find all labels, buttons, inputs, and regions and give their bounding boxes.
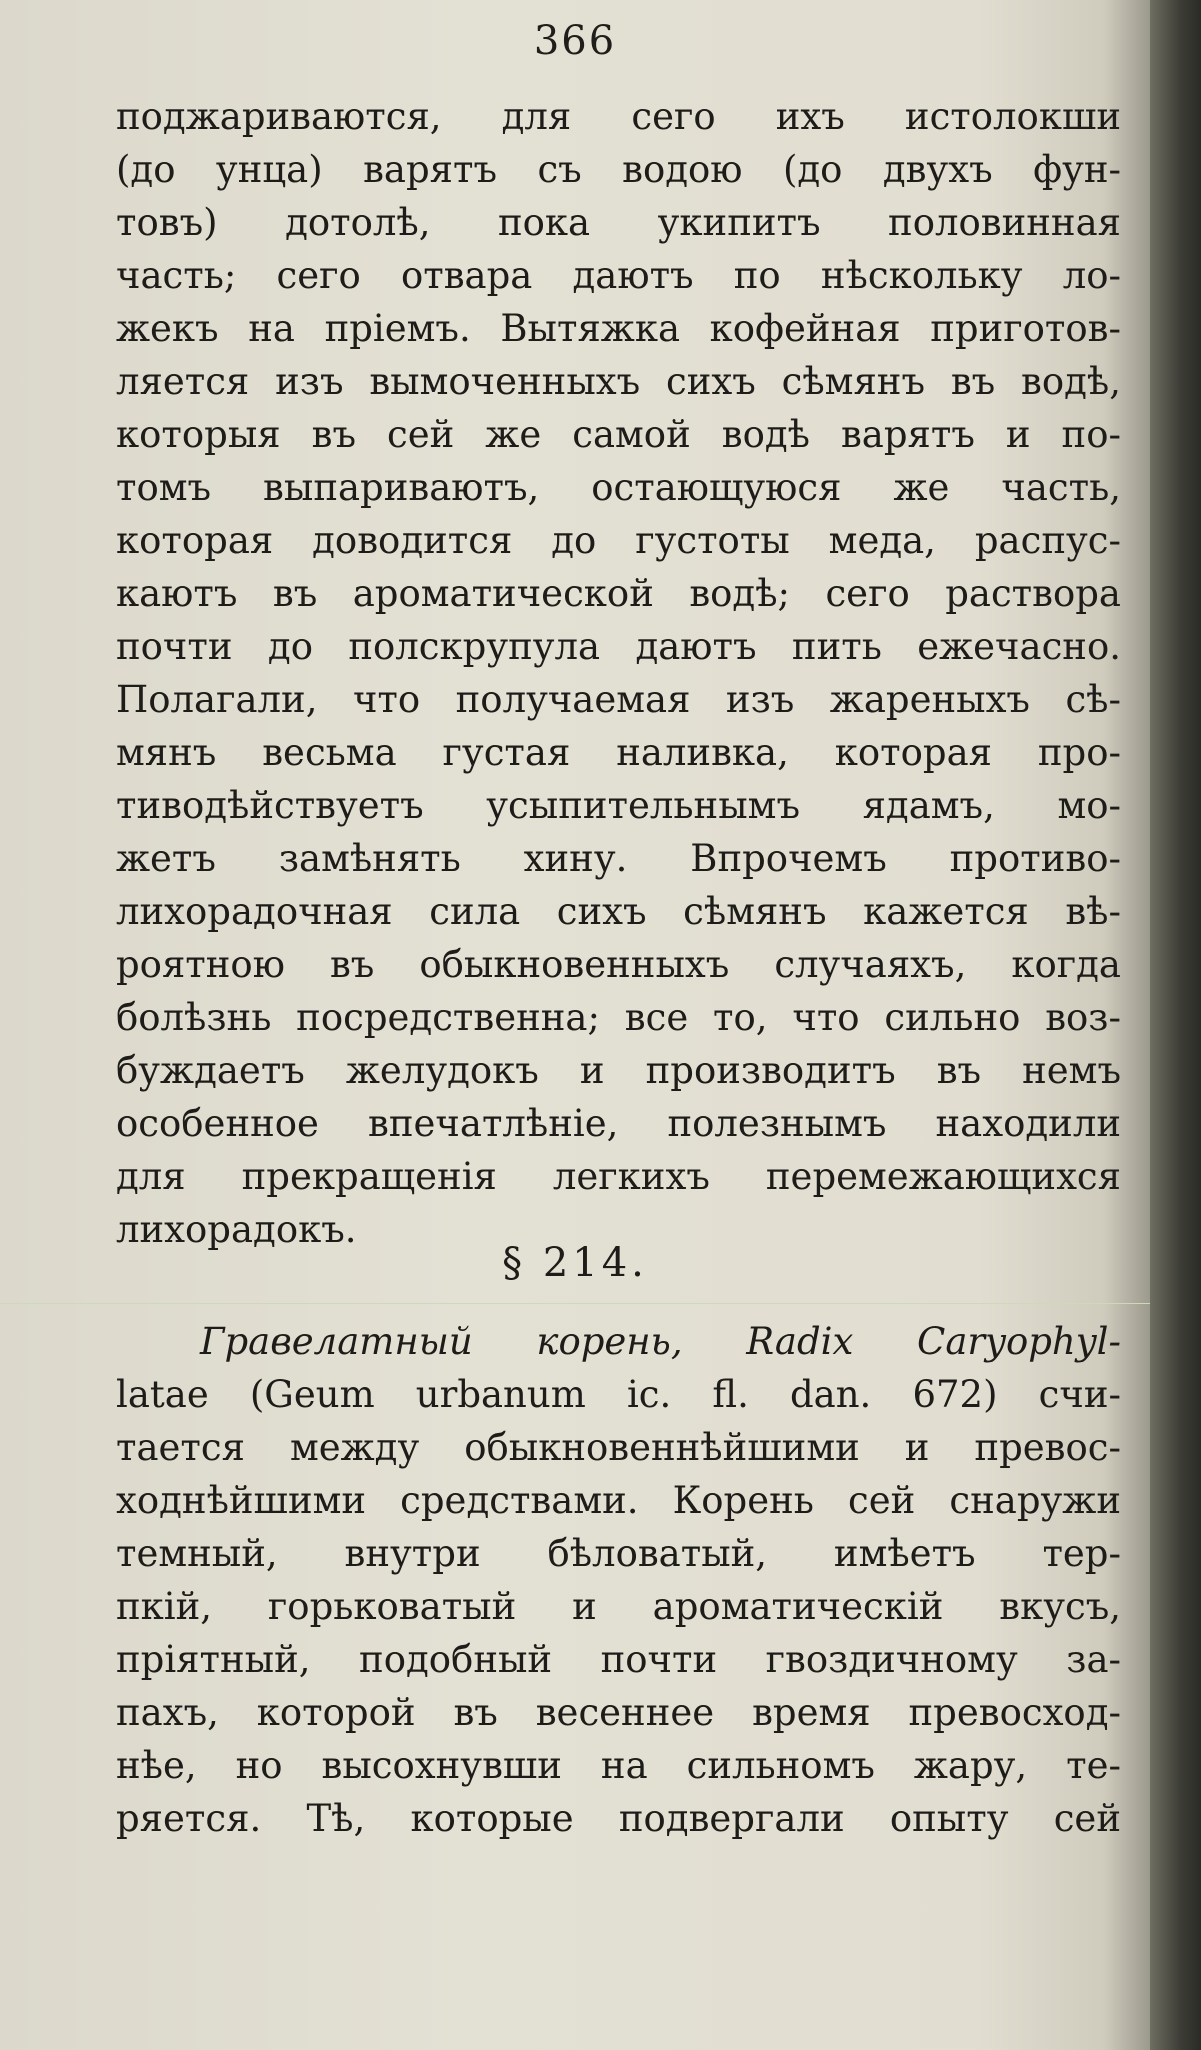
- text-line: latae (Geum urbanum ic. fl. dan. 672) счи-: [116, 1373, 1121, 1416]
- text-line: ряется. Тѣ, которые подвергали опыту сей: [116, 1797, 1121, 1840]
- text-line: роятною въ обыкновенныхъ случаяхъ, когда: [116, 943, 1121, 986]
- text-line: томъ выпариваютъ, остающуюся же часть,: [116, 466, 1121, 509]
- text-line: которыя въ сей же самой водѣ варятъ и по-: [116, 413, 1121, 456]
- text-line: (до унца) варятъ съ водою (до двухъ фун-: [116, 148, 1121, 191]
- text-line: ходнѣйшими средствами. Корень сей снаружи: [116, 1479, 1121, 1522]
- text-line: особенное впечатлѣніе, полезнымъ находили: [116, 1102, 1121, 1145]
- text-line: которая доводится до густоты меда, распус-: [116, 519, 1121, 562]
- text-line: пріятный, подобный почти гвоздичному за-: [116, 1638, 1121, 1681]
- text-line: лихорадокъ.: [116, 1208, 357, 1251]
- page-crease: [0, 1303, 1150, 1304]
- text-line: каютъ въ ароматической водѣ; сего раствора: [116, 572, 1121, 615]
- text-line: часть; сего отвара даютъ по нѣскольку ло-: [116, 254, 1121, 297]
- text-line: темный, внутри бѣловатый, имѣетъ тер-: [116, 1532, 1121, 1575]
- text-line: пахъ, которой въ весеннее время превосход-: [116, 1691, 1121, 1734]
- text-line: болѣзнь посредственна; все то, что сильно воз-: [116, 996, 1121, 1039]
- book-spine-edge: [1150, 0, 1201, 2050]
- text-line: поджариваются, для сего ихъ истолокши: [116, 95, 1121, 138]
- text-line: тиводѣйствуетъ усыпительнымъ ядамъ, мо-: [116, 784, 1121, 827]
- text-line: нѣе, но высохнувши на сильномъ жару, те-: [116, 1744, 1121, 1787]
- text-line: буждаетъ желудокъ и производитъ въ немъ: [116, 1049, 1121, 1092]
- text-line: жетъ замѣнять хину. Впрочемъ противо-: [116, 837, 1121, 880]
- text-line: для прекращенія легкихъ перемежающихся: [116, 1155, 1121, 1198]
- text-line: лихорадочная сила сихъ сѣмянъ кажется вѣ-: [116, 890, 1121, 933]
- text-line: почти до полскрупула даютъ пить ежечасно.: [116, 625, 1121, 668]
- text-line: пкій, горьковатый и ароматическій вкусъ,: [116, 1585, 1121, 1628]
- paragraph-coffee: [116, 90, 1121, 1256]
- text-line: ляется изъ вымоченныхъ сихъ сѣмянъ въ водѣ,: [116, 360, 1121, 403]
- text-line: Гравелатный корень, Radix Caryophyl-: [200, 1320, 1121, 1363]
- text-line: тается между обыкновеннѣйшими и превос-: [116, 1426, 1121, 1469]
- paragraph-geum: [116, 1315, 1121, 1845]
- section-heading: § 214.: [502, 1240, 648, 1286]
- text-line: мянъ весьма густая наливка, которая про-: [116, 731, 1121, 774]
- text-line: Полагали, что получаемая изъ жареныхъ сѣ-: [116, 678, 1121, 721]
- page-number: 366: [533, 18, 617, 64]
- text-line: товъ) дотолѣ, пока укипитъ половинная: [116, 201, 1121, 244]
- text-line: жекъ на пріемъ. Вытяжка кофейная приготов-: [116, 307, 1121, 350]
